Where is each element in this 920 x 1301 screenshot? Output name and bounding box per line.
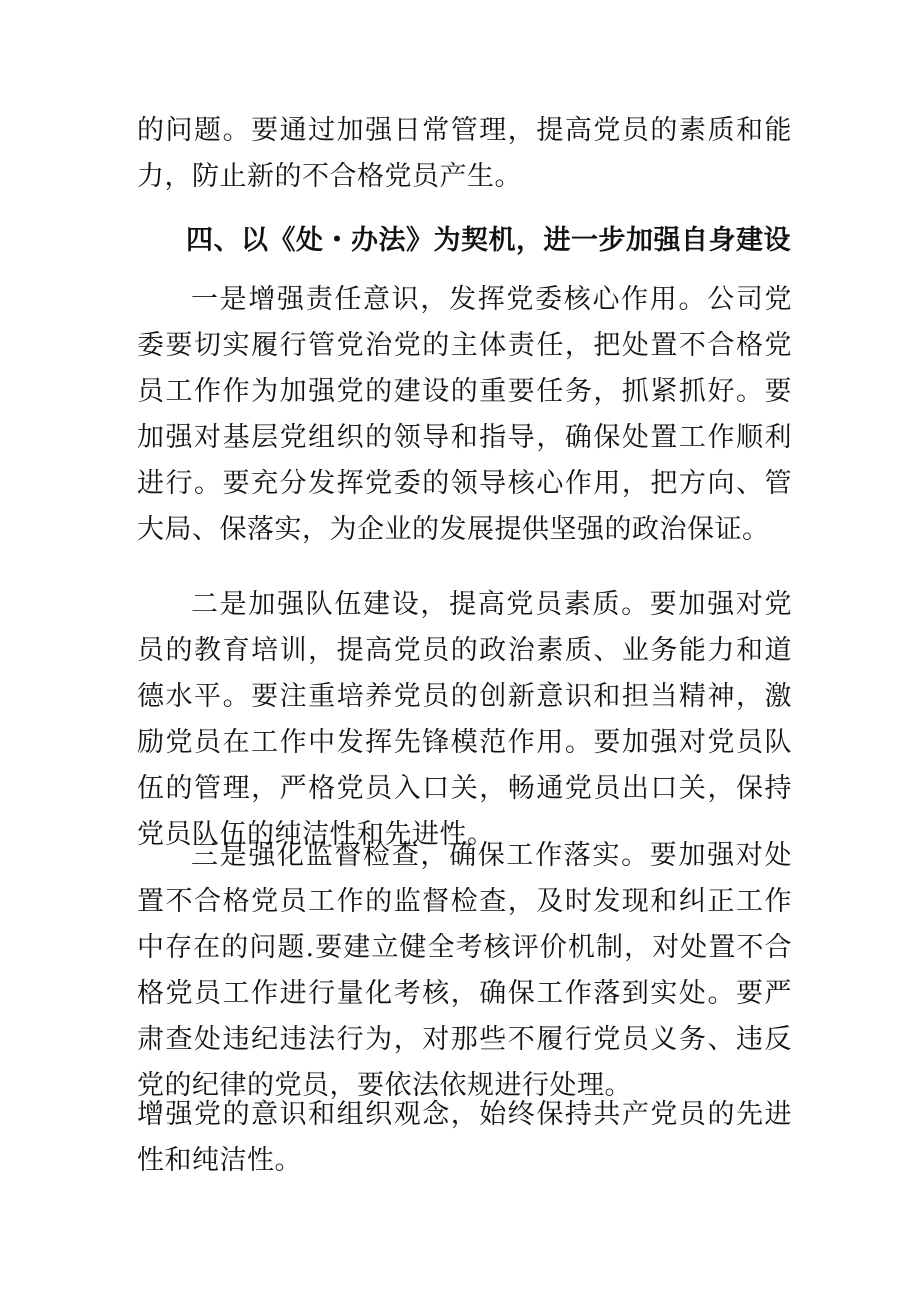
paragraph-two: 二是加强队伍建设，提高党员素质。要加强对党员的教育培训，提高党员的政治素质、业务能力和道德水平。要注重培养党员的创新意识和担当精神，激励党员在工作中发挥先锋模范作用。要加强对党员队伍的管理，严格党员入口关，畅通党员出口关，保持党员队伍的纯洁性和先进性。 — [137, 589, 792, 850]
paragraph-three: 三是强化监督检查，确保工作落实。要加强对处置不合格党员工作的监督检查，及时发现和纠正工作中存在的问题.要建立健全考核评价机制，对处置不合格党员工作进行量化考核，确保工作落到实处。要严肃查处违纪违法行为，对那些不履行党员义务、违反党的纪律的党员，要依法依规进行处理。 — [137, 840, 792, 1101]
paragraph-last: 增强党的意识和组织观念，始终保持共产党员的先进性和纯洁性。 — [137, 1099, 792, 1176]
paragraph-one: 一是增强责任意识，发挥党委核心作用。公司党委要切实履行管党治党的主体责任，把处置不合格党员工作作为加强党的建设的重要任务，抓紧抓好。要加强对基层党组织的领导和指导，确保处置工作顺利进行。要充分发挥党委的领导核心作用，把方向、管大局、保落实，为企业的发展提供坚强的政治保证。 — [137, 284, 792, 545]
section-heading-4: 四、以《处・办法》为契机，进一步加强自身建设 — [186, 225, 791, 256]
paragraph-continuation: 的问题。要通过加强日常管理，提高党员的素质和能力，防止新的不合格党员产生。 — [137, 115, 792, 192]
